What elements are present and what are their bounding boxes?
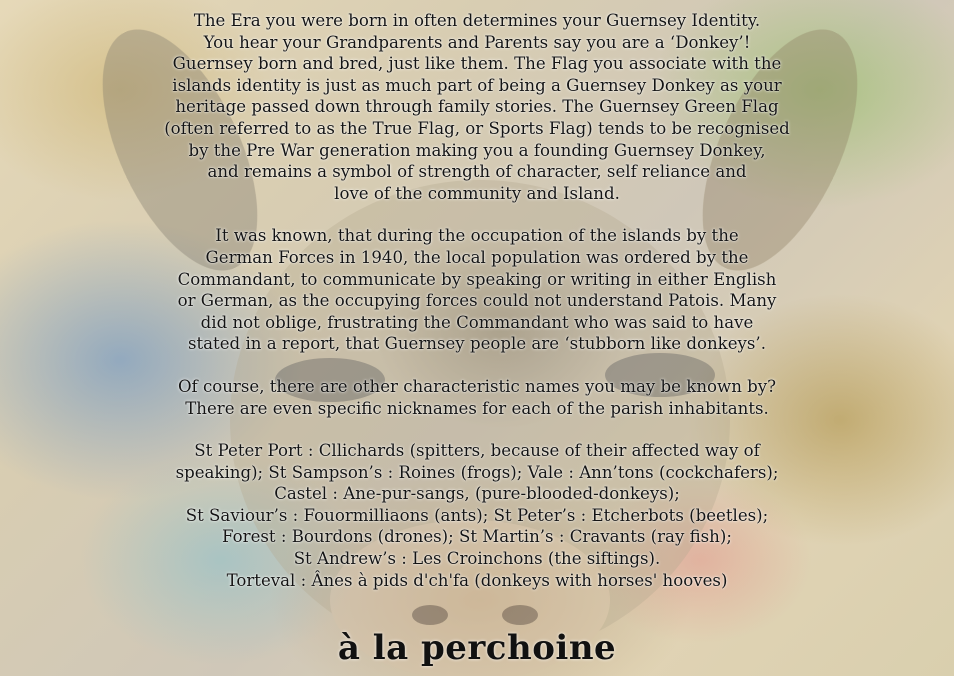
text-line: (often referred to as the True Flag, or Sports Flag) tends to be recognised xyxy=(164,118,790,138)
text-line: by the Pre War generation making you a founding Guernsey Donkey, xyxy=(188,140,766,160)
text-line: stated in a report, that Guernsey people are ‘stubborn like donkeys’. xyxy=(187,334,766,354)
text-line: St Saviour’s : Fouormilliaons (ants); St Peter’s : Etcherbots (beetles); xyxy=(185,505,769,525)
paragraph-spacer xyxy=(0,204,954,225)
paragraph-characteristic-names xyxy=(0,376,954,419)
text-line: love of the community and Island. xyxy=(334,183,620,203)
text-line: islands identity is just as much part of being a Guernsey Donkey as your xyxy=(172,75,782,95)
paragraph-occupation xyxy=(0,225,954,355)
donkey-left-nostril-shape xyxy=(412,605,448,625)
text-line: Of course, there are other characteristic names you may be known by? xyxy=(177,376,777,396)
text-line: German Forces in 1940, the local population was ordered by the xyxy=(205,247,749,267)
text-line: Forest : Bourdons (drones); St Martin’s : Cravants (ray fish); xyxy=(222,527,732,547)
text-line: You hear your Grandparents and Parents say you are a ‘Donkey’! xyxy=(203,32,751,52)
text-line: speaking); St Sampson’s : Roines (frogs); Vale : Ann’tons (cockchafers); xyxy=(175,462,779,482)
paragraph-parish-nicknames xyxy=(0,440,954,591)
paragraph-birth-era xyxy=(0,10,954,204)
text-line: heritage passed down through family stories. The Guernsey Green Flag xyxy=(175,97,779,117)
text-line: Torteval : Ânes à pids d'ch'fa (donkeys with horses' hooves) xyxy=(226,570,728,590)
text-line: Guernsey born and bred, just like them. The Flag you associate with the xyxy=(172,54,782,74)
paragraph-spacer xyxy=(0,419,954,440)
text-line: and remains a symbol of strength of character, self reliance and xyxy=(207,162,747,182)
text-line: Castel : Ane-pur-sangs, (pure-blooded-donkeys); xyxy=(274,484,680,504)
text-line: did not oblige, frustrating the Commandant who was said to have xyxy=(200,312,754,332)
footer-title: à la perchoine xyxy=(337,628,617,668)
paragraph-spacer xyxy=(0,355,954,376)
text-line: or German, as the occupying forces could not understand Patois. Many xyxy=(177,291,777,311)
text-line: It was known, that during the occupation of the islands by the xyxy=(215,226,739,246)
donkey-right-nostril-shape xyxy=(502,605,538,625)
text-line: St Peter Port : Cllichards (spitters, because of their affected way of xyxy=(194,441,760,461)
text-line: There are even specific nicknames for each of the parish inhabitants. xyxy=(185,398,769,418)
text-line: The Era you were born in often determines your Guernsey Identity. xyxy=(193,11,761,30)
text-line: Commandant, to communicate by speaking or writing in either English xyxy=(177,269,777,289)
text-line: St Andrew’s : Les Croinchons (the siftings). xyxy=(293,549,661,569)
main-text-block xyxy=(0,10,954,591)
